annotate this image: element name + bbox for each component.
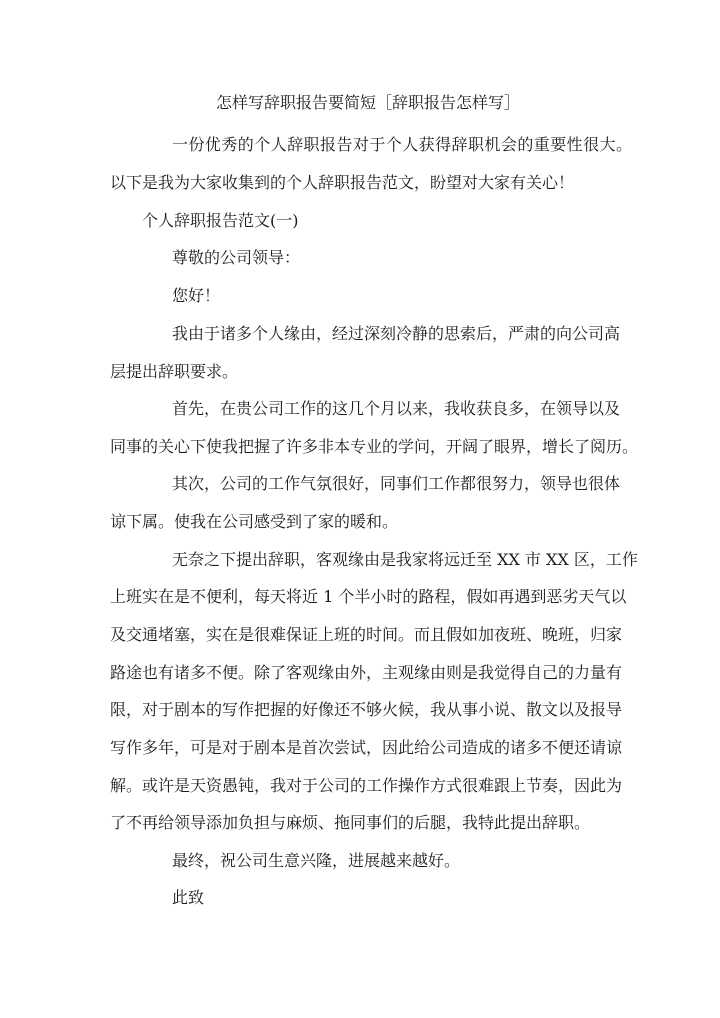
paragraph-line: 同事的关心下使我把握了许多非本专业的学问，开阔了眼界，增长了阅历。 — [110, 437, 639, 456]
paragraph-line: 路途也有诸多不便。除了客观缘由外，主观缘由则是我觉得自己的力量有 — [110, 663, 623, 682]
paragraph-line: 写作多年，可是对于剧本是首次尝试，因此给公司造成的诸多不便还请谅 — [110, 738, 623, 757]
greeting: 您好！ — [172, 286, 221, 305]
document-title: 怎样写辞职报告要简短［辞职报告怎样写］ — [216, 93, 521, 112]
cizhi-line: 此致 — [172, 888, 205, 907]
paragraph-line: 我由于诸多个人缘由，经过深刻冷静的思索后，严肃的向公司高 — [172, 324, 621, 343]
paragraph-line: 了不再给领导添加负担与麻烦、拖同事们的后腿，我特此提出辞职。 — [110, 813, 591, 832]
intro-line: 以下是我为大家收集到的个人辞职报告范文，盼望对大家有关心！ — [110, 173, 575, 192]
paragraph-line: 限，对于剧本的写作把握的好像还不够火候，我从事小说、散文以及报导 — [110, 700, 623, 719]
paragraph-line: 上班实在是不便利，每天将近 1 个半小时的路程，假如再遇到恶劣天气以 — [110, 587, 627, 606]
paragraph-line: 层提出辞职要求。 — [110, 362, 239, 381]
paragraph-line: 解。或许是天资愚钝，我对于公司的工作操作方式很难跟上节奏，因此为 — [110, 776, 623, 795]
paragraph-line: 谅下属。使我在公司感受到了家的暖和。 — [110, 512, 399, 531]
paragraph-line: 首先，在贵公司工作的这几个月以来，我收获良多，在领导以及 — [172, 399, 621, 418]
intro-line: 一份优秀的个人辞职报告对于个人获得辞职机会的重要性很大。 — [172, 135, 632, 154]
paragraph-line: 无奈之下提出辞职，客观缘由是我家将远迁至 XX 市 XX 区，工作 — [172, 550, 638, 569]
paragraph-line: 及交通堵塞，实在是很难保证上班的时间。而且假如加夜班、晚班，归家 — [110, 625, 623, 644]
closing-line: 最终，祝公司生意兴隆，进展越来越好。 — [172, 851, 461, 870]
section-heading: 个人辞职报告范文(一) — [142, 211, 299, 230]
salutation: 尊敬的公司领导： — [172, 248, 301, 267]
paragraph-line: 其次，公司的工作气氛很好，同事们工作都很努力，领导也很体 — [172, 474, 621, 493]
